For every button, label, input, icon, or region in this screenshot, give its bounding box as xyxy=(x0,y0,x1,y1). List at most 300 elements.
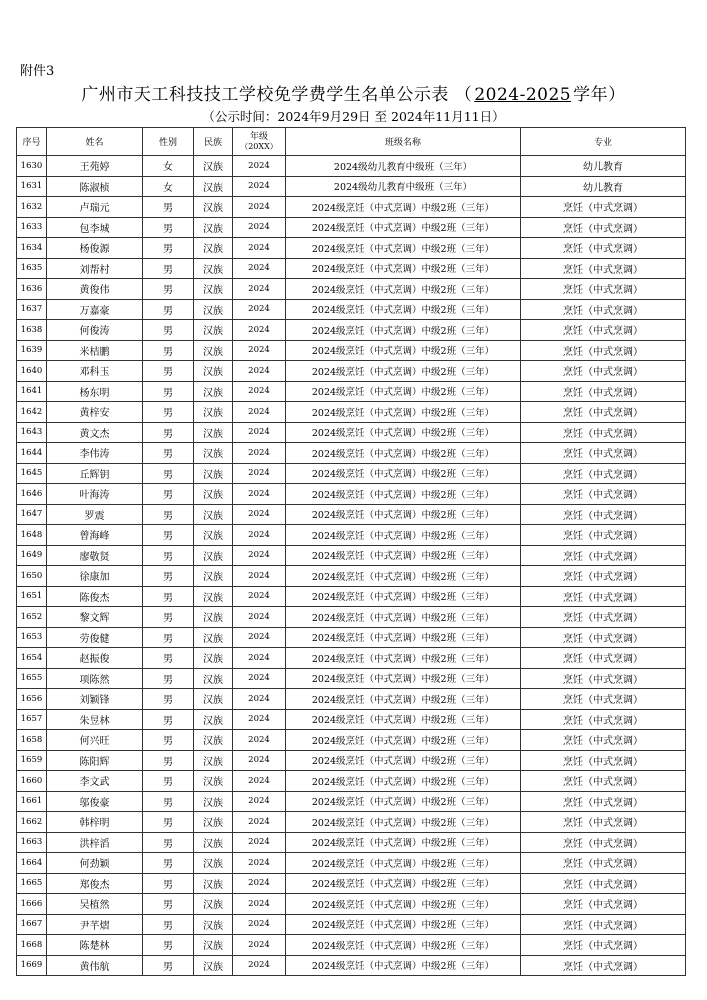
cell-no: 1651 xyxy=(17,586,47,607)
cell-name: 王苑婷 xyxy=(47,156,143,177)
cell-grade: 2024 xyxy=(233,873,286,894)
cell-gender: 男 xyxy=(143,484,194,505)
cell-no: 1643 xyxy=(17,422,47,443)
table-header-row xyxy=(17,128,686,156)
cell-grade: 2024 xyxy=(233,402,286,423)
table-row xyxy=(17,258,686,279)
cell-gender: 男 xyxy=(143,361,194,382)
table-row xyxy=(17,422,686,443)
cell-gender: 男 xyxy=(143,873,194,894)
cell-grade: 2024 xyxy=(233,320,286,341)
table-row xyxy=(17,484,686,505)
cell-gender: 男 xyxy=(143,443,194,464)
cell-gender: 男 xyxy=(143,545,194,566)
cell-gender: 男 xyxy=(143,238,194,259)
cell-ethnicity: 汉族 xyxy=(194,873,233,894)
table-row xyxy=(17,914,686,935)
cell-no: 1656 xyxy=(17,689,47,710)
cell-ethnicity: 汉族 xyxy=(194,894,233,915)
cell-grade: 2024 xyxy=(233,689,286,710)
cell-no: 1652 xyxy=(17,607,47,628)
title-school-year: 2024-2025 xyxy=(474,85,572,105)
cell-major: 烹饪（中式烹调） xyxy=(521,709,686,730)
cell-major: 烹饪（中式烹调） xyxy=(521,586,686,607)
cell-class-name: 2024级烹饪（中式烹调）中级2班（三年） xyxy=(286,238,521,259)
cell-name: 赵振俊 xyxy=(47,648,143,669)
cell-class-name: 2024级烹饪（中式烹调）中级2班（三年） xyxy=(286,730,521,751)
cell-name: 黎文辉 xyxy=(47,607,143,628)
cell-name: 韩梓明 xyxy=(47,812,143,833)
cell-ethnicity: 汉族 xyxy=(194,320,233,341)
table-row xyxy=(17,361,686,382)
cell-no: 1665 xyxy=(17,873,47,894)
cell-grade: 2024 xyxy=(233,750,286,771)
cell-grade: 2024 xyxy=(233,709,286,730)
cell-ethnicity: 汉族 xyxy=(194,545,233,566)
cell-gender: 男 xyxy=(143,668,194,689)
cell-no: 1653 xyxy=(17,627,47,648)
cell-major: 烹饪（中式烹调） xyxy=(521,361,686,382)
cell-major: 烹饪（中式烹调） xyxy=(521,525,686,546)
cell-major: 烹饪（中式烹调） xyxy=(521,812,686,833)
cell-class-name: 2024级烹饪（中式烹调）中级2班（三年） xyxy=(286,853,521,874)
cell-class-name: 2024级烹饪（中式烹调）中级2班（三年） xyxy=(286,463,521,484)
cell-grade: 2024 xyxy=(233,156,286,177)
cell-grade: 2024 xyxy=(233,791,286,812)
cell-gender: 男 xyxy=(143,812,194,833)
cell-ethnicity: 汉族 xyxy=(194,586,233,607)
cell-ethnicity: 汉族 xyxy=(194,791,233,812)
cell-name: 李伟涛 xyxy=(47,443,143,464)
cell-gender: 男 xyxy=(143,279,194,300)
cell-class-name: 2024级烹饪（中式烹调）中级2班（三年） xyxy=(286,279,521,300)
cell-major: 烹饪（中式烹调） xyxy=(521,627,686,648)
table-row xyxy=(17,586,686,607)
cell-no: 1640 xyxy=(17,361,47,382)
cell-grade: 2024 xyxy=(233,894,286,915)
header-class-name: 班级名称 xyxy=(286,128,521,156)
cell-major: 烹饪（中式烹调） xyxy=(521,730,686,751)
cell-gender: 男 xyxy=(143,832,194,853)
cell-major: 烹饪（中式烹调） xyxy=(521,197,686,218)
cell-gender: 男 xyxy=(143,853,194,874)
header-major: 专业 xyxy=(521,128,686,156)
cell-no: 1669 xyxy=(17,955,47,976)
cell-major: 烹饪（中式烹调） xyxy=(521,422,686,443)
cell-name: 朱昱林 xyxy=(47,709,143,730)
cell-major: 烹饪（中式烹调） xyxy=(521,258,686,279)
cell-no: 1667 xyxy=(17,914,47,935)
cell-ethnicity: 汉族 xyxy=(194,217,233,238)
table-row xyxy=(17,320,686,341)
cell-class-name: 2024级烹饪（中式烹调）中级2班（三年） xyxy=(286,340,521,361)
cell-ethnicity: 汉族 xyxy=(194,689,233,710)
header-name: 姓名 xyxy=(47,128,143,156)
table-row xyxy=(17,545,686,566)
cell-gender: 男 xyxy=(143,504,194,525)
cell-name: 廖敬贤 xyxy=(47,545,143,566)
cell-class-name: 2024级烹饪（中式烹调）中级2班（三年） xyxy=(286,299,521,320)
table-row xyxy=(17,689,686,710)
cell-name: 卢瑞元 xyxy=(47,197,143,218)
cell-class-name: 2024级烹饪（中式烹调）中级2班（三年） xyxy=(286,586,521,607)
cell-no: 1657 xyxy=(17,709,47,730)
table-row xyxy=(17,812,686,833)
cell-major: 烹饪（中式烹调） xyxy=(521,873,686,894)
cell-ethnicity: 汉族 xyxy=(194,607,233,628)
cell-ethnicity: 汉族 xyxy=(194,258,233,279)
cell-grade: 2024 xyxy=(233,812,286,833)
cell-class-name: 2024级幼儿教育中级班（三年） xyxy=(286,176,521,197)
cell-no: 1645 xyxy=(17,463,47,484)
table-row xyxy=(17,627,686,648)
cell-ethnicity: 汉族 xyxy=(194,935,233,956)
cell-grade: 2024 xyxy=(233,279,286,300)
title-prefix: 广州市天工科技技工学校免学费学生名单公示表 （ xyxy=(81,85,473,105)
cell-major: 烹饪（中式烹调） xyxy=(521,320,686,341)
cell-name: 罗震 xyxy=(47,504,143,525)
cell-no: 1636 xyxy=(17,279,47,300)
cell-name: 包李城 xyxy=(47,217,143,238)
cell-name: 郑俊杰 xyxy=(47,873,143,894)
cell-no: 1659 xyxy=(17,750,47,771)
cell-grade: 2024 xyxy=(233,197,286,218)
cell-grade: 2024 xyxy=(233,484,286,505)
cell-no: 1646 xyxy=(17,484,47,505)
table-row xyxy=(17,894,686,915)
cell-no: 1668 xyxy=(17,935,47,956)
cell-ethnicity: 汉族 xyxy=(194,299,233,320)
table-row xyxy=(17,791,686,812)
cell-ethnicity: 汉族 xyxy=(194,402,233,423)
cell-class-name: 2024级烹饪（中式烹调）中级2班（三年） xyxy=(286,648,521,669)
cell-ethnicity: 汉族 xyxy=(194,279,233,300)
cell-class-name: 2024级烹饪（中式烹调）中级2班（三年） xyxy=(286,422,521,443)
cell-name: 曾海峰 xyxy=(47,525,143,546)
table-row xyxy=(17,463,686,484)
table-row xyxy=(17,566,686,587)
cell-no: 1647 xyxy=(17,504,47,525)
cell-no: 1635 xyxy=(17,258,47,279)
cell-ethnicity: 汉族 xyxy=(194,566,233,587)
cell-no: 1658 xyxy=(17,730,47,751)
cell-name: 项陈然 xyxy=(47,668,143,689)
cell-grade: 2024 xyxy=(233,504,286,525)
cell-gender: 女 xyxy=(143,156,194,177)
cell-ethnicity: 汉族 xyxy=(194,627,233,648)
cell-gender: 男 xyxy=(143,935,194,956)
cell-class-name: 2024级烹饪（中式烹调）中级2班（三年） xyxy=(286,484,521,505)
cell-gender: 男 xyxy=(143,299,194,320)
cell-ethnicity: 汉族 xyxy=(194,197,233,218)
cell-class-name: 2024级烹饪（中式烹调）中级2班（三年） xyxy=(286,607,521,628)
cell-class-name: 2024级烹饪（中式烹调）中级2班（三年） xyxy=(286,689,521,710)
cell-grade: 2024 xyxy=(233,238,286,259)
cell-ethnicity: 汉族 xyxy=(194,156,233,177)
cell-no: 1661 xyxy=(17,791,47,812)
cell-name: 叶海涛 xyxy=(47,484,143,505)
cell-major: 烹饪（中式烹调） xyxy=(521,217,686,238)
cell-class-name: 2024级烹饪（中式烹调）中级2班（三年） xyxy=(286,504,521,525)
cell-class-name: 2024级烹饪（中式烹调）中级2班（三年） xyxy=(286,627,521,648)
cell-gender: 男 xyxy=(143,771,194,792)
cell-class-name: 2024级烹饪（中式烹调）中级2班（三年） xyxy=(286,320,521,341)
cell-class-name: 2024级烹饪（中式烹调）中级2班（三年） xyxy=(286,812,521,833)
cell-major: 幼儿教育 xyxy=(521,156,686,177)
header-no: 序号 xyxy=(17,128,47,156)
cell-name: 米桔鹏 xyxy=(47,340,143,361)
cell-class-name: 2024级烹饪（中式烹调）中级2班（三年） xyxy=(286,750,521,771)
cell-no: 1648 xyxy=(17,525,47,546)
cell-major: 烹饪（中式烹调） xyxy=(521,689,686,710)
student-list-table xyxy=(16,127,686,976)
cell-class-name: 2024级烹饪（中式烹调）中级2班（三年） xyxy=(286,381,521,402)
cell-gender: 男 xyxy=(143,627,194,648)
cell-gender: 男 xyxy=(143,914,194,935)
table-row xyxy=(17,648,686,669)
cell-grade: 2024 xyxy=(233,832,286,853)
cell-major: 烹饪（中式烹调） xyxy=(521,545,686,566)
cell-class-name: 2024级烹饪（中式烹调）中级2班（三年） xyxy=(286,935,521,956)
cell-no: 1660 xyxy=(17,771,47,792)
header-gender: 性别 xyxy=(143,128,194,156)
cell-major: 烹饪（中式烹调） xyxy=(521,668,686,689)
cell-grade: 2024 xyxy=(233,443,286,464)
cell-no: 1642 xyxy=(17,402,47,423)
cell-no: 1631 xyxy=(17,176,47,197)
cell-major: 烹饪（中式烹调） xyxy=(521,955,686,976)
table-row xyxy=(17,238,686,259)
cell-grade: 2024 xyxy=(233,955,286,976)
cell-grade: 2024 xyxy=(233,340,286,361)
cell-class-name: 2024级烹饪（中式烹调）中级2班（三年） xyxy=(286,894,521,915)
cell-gender: 男 xyxy=(143,709,194,730)
cell-major: 烹饪（中式烹调） xyxy=(521,607,686,628)
cell-no: 1637 xyxy=(17,299,47,320)
cell-class-name: 2024级烹饪（中式烹调）中级2班（三年） xyxy=(286,361,521,382)
cell-gender: 男 xyxy=(143,381,194,402)
cell-gender: 男 xyxy=(143,258,194,279)
cell-no: 1633 xyxy=(17,217,47,238)
cell-grade: 2024 xyxy=(233,566,286,587)
table-row xyxy=(17,176,686,197)
cell-grade: 2024 xyxy=(233,853,286,874)
cell-grade: 2024 xyxy=(233,668,286,689)
cell-ethnicity: 汉族 xyxy=(194,771,233,792)
cell-name: 丘辉钥 xyxy=(47,463,143,484)
table-row xyxy=(17,853,686,874)
cell-gender: 男 xyxy=(143,955,194,976)
cell-name: 尹芊熠 xyxy=(47,914,143,935)
cell-name: 陈阳辉 xyxy=(47,750,143,771)
cell-name: 吴植然 xyxy=(47,894,143,915)
cell-ethnicity: 汉族 xyxy=(194,238,233,259)
cell-gender: 男 xyxy=(143,648,194,669)
cell-name: 杨俊源 xyxy=(47,238,143,259)
cell-class-name: 2024级烹饪（中式烹调）中级2班（三年） xyxy=(286,914,521,935)
cell-no: 1654 xyxy=(17,648,47,669)
cell-ethnicity: 汉族 xyxy=(194,176,233,197)
cell-class-name: 2024级烹饪（中式烹调）中级2班（三年） xyxy=(286,566,521,587)
cell-grade: 2024 xyxy=(233,545,286,566)
cell-class-name: 2024级烹饪（中式烹调）中级2班（三年） xyxy=(286,771,521,792)
table-body xyxy=(17,156,686,976)
cell-ethnicity: 汉族 xyxy=(194,463,233,484)
cell-grade: 2024 xyxy=(233,422,286,443)
cell-name: 陈楚林 xyxy=(47,935,143,956)
cell-grade: 2024 xyxy=(233,217,286,238)
cell-no: 1641 xyxy=(17,381,47,402)
cell-major: 烹饪（中式烹调） xyxy=(521,299,686,320)
cell-name: 何劲颖 xyxy=(47,853,143,874)
table-row xyxy=(17,935,686,956)
table-row xyxy=(17,402,686,423)
cell-major: 烹饪（中式烹调） xyxy=(521,648,686,669)
cell-major: 烹饪（中式烹调） xyxy=(521,340,686,361)
cell-gender: 男 xyxy=(143,320,194,341)
cell-class-name: 2024级烹饪（中式烹调）中级2班（三年） xyxy=(286,402,521,423)
cell-name: 黄梓安 xyxy=(47,402,143,423)
cell-ethnicity: 汉族 xyxy=(194,361,233,382)
cell-ethnicity: 汉族 xyxy=(194,668,233,689)
cell-ethnicity: 汉族 xyxy=(194,525,233,546)
cell-major: 烹饪（中式烹调） xyxy=(521,238,686,259)
cell-no: 1662 xyxy=(17,812,47,833)
cell-major: 烹饪（中式烹调） xyxy=(521,566,686,587)
table-row xyxy=(17,873,686,894)
cell-ethnicity: 汉族 xyxy=(194,812,233,833)
table-row xyxy=(17,771,686,792)
cell-gender: 男 xyxy=(143,422,194,443)
cell-no: 1649 xyxy=(17,545,47,566)
table-row xyxy=(17,750,686,771)
cell-major: 烹饪（中式烹调） xyxy=(521,914,686,935)
table-row xyxy=(17,730,686,751)
cell-name: 杨东明 xyxy=(47,381,143,402)
cell-major: 烹饪（中式烹调） xyxy=(521,894,686,915)
attachment-label: 附件3 xyxy=(20,64,55,79)
cell-grade: 2024 xyxy=(233,771,286,792)
cell-major: 烹饪（中式烹调） xyxy=(521,484,686,505)
cell-class-name: 2024级烹饪（中式烹调）中级2班（三年） xyxy=(286,832,521,853)
cell-name: 刘帮村 xyxy=(47,258,143,279)
cell-gender: 男 xyxy=(143,791,194,812)
cell-major: 烹饪（中式烹调） xyxy=(521,504,686,525)
cell-gender: 男 xyxy=(143,750,194,771)
cell-ethnicity: 汉族 xyxy=(194,504,233,525)
cell-grade: 2024 xyxy=(233,935,286,956)
cell-class-name: 2024级幼儿教育中级班（三年） xyxy=(286,156,521,177)
cell-class-name: 2024级烹饪（中式烹调）中级2班（三年） xyxy=(286,668,521,689)
table-row xyxy=(17,381,686,402)
cell-gender: 男 xyxy=(143,566,194,587)
cell-class-name: 2024级烹饪（中式烹调）中级2班（三年） xyxy=(286,197,521,218)
cell-no: 1639 xyxy=(17,340,47,361)
table-row xyxy=(17,197,686,218)
cell-major: 烹饪（中式烹调） xyxy=(521,853,686,874)
cell-name: 徐康加 xyxy=(47,566,143,587)
cell-grade: 2024 xyxy=(233,463,286,484)
table-row xyxy=(17,504,686,525)
cell-class-name: 2024级烹饪（中式烹调）中级2班（三年） xyxy=(286,873,521,894)
cell-ethnicity: 汉族 xyxy=(194,484,233,505)
cell-ethnicity: 汉族 xyxy=(194,853,233,874)
cell-no: 1663 xyxy=(17,832,47,853)
cell-name: 黄俊伟 xyxy=(47,279,143,300)
cell-gender: 男 xyxy=(143,607,194,628)
cell-name: 邬俊豪 xyxy=(47,791,143,812)
cell-gender: 男 xyxy=(143,402,194,423)
cell-class-name: 2024级烹饪（中式烹调）中级2班（三年） xyxy=(286,258,521,279)
cell-grade: 2024 xyxy=(233,648,286,669)
cell-name: 何兴旺 xyxy=(47,730,143,751)
header-grade xyxy=(233,128,286,156)
table-row xyxy=(17,279,686,300)
cell-class-name: 2024级烹饪（中式烹调）中级2班（三年） xyxy=(286,525,521,546)
cell-ethnicity: 汉族 xyxy=(194,422,233,443)
cell-ethnicity: 汉族 xyxy=(194,914,233,935)
cell-grade: 2024 xyxy=(233,525,286,546)
cell-major: 幼儿教育 xyxy=(521,176,686,197)
cell-gender: 女 xyxy=(143,176,194,197)
cell-name: 劳俊健 xyxy=(47,627,143,648)
table-row xyxy=(17,299,686,320)
cell-gender: 男 xyxy=(143,217,194,238)
cell-class-name: 2024级烹饪（中式烹调）中级2班（三年） xyxy=(286,443,521,464)
cell-name: 黄伟航 xyxy=(47,955,143,976)
cell-no: 1650 xyxy=(17,566,47,587)
cell-gender: 男 xyxy=(143,586,194,607)
cell-ethnicity: 汉族 xyxy=(194,340,233,361)
cell-major: 烹饪（中式烹调） xyxy=(521,381,686,402)
cell-grade: 2024 xyxy=(233,361,286,382)
header-grade-line1: 年级 xyxy=(249,132,268,142)
cell-gender: 男 xyxy=(143,463,194,484)
cell-gender: 男 xyxy=(143,525,194,546)
table-row xyxy=(17,217,686,238)
cell-class-name: 2024级烹饪（中式烹调）中级2班（三年） xyxy=(286,545,521,566)
table-row xyxy=(17,525,686,546)
cell-major: 烹饪（中式烹调） xyxy=(521,463,686,484)
cell-grade: 2024 xyxy=(233,258,286,279)
cell-name: 邓科玉 xyxy=(47,361,143,382)
cell-name: 何俊涛 xyxy=(47,320,143,341)
cell-no: 1666 xyxy=(17,894,47,915)
cell-name: 陈俊杰 xyxy=(47,586,143,607)
page-title xyxy=(0,80,707,105)
table-row xyxy=(17,668,686,689)
table-row xyxy=(17,340,686,361)
cell-grade: 2024 xyxy=(233,381,286,402)
cell-gender: 男 xyxy=(143,689,194,710)
cell-gender: 男 xyxy=(143,730,194,751)
header-ethnicity: 民族 xyxy=(194,128,233,156)
cell-ethnicity: 汉族 xyxy=(194,955,233,976)
cell-gender: 男 xyxy=(143,894,194,915)
cell-name: 李文武 xyxy=(47,771,143,792)
cell-name: 陈淑桢 xyxy=(47,176,143,197)
cell-ethnicity: 汉族 xyxy=(194,648,233,669)
title-suffix: 学年） xyxy=(573,85,626,105)
cell-grade: 2024 xyxy=(233,299,286,320)
cell-ethnicity: 汉族 xyxy=(194,381,233,402)
publicity-period: （公示时间：2024年9月29日 至 2024年11月11日） xyxy=(202,109,505,124)
cell-grade: 2024 xyxy=(233,627,286,648)
cell-major: 烹饪（中式烹调） xyxy=(521,279,686,300)
cell-name: 黄文杰 xyxy=(47,422,143,443)
header-grade-line2: （20XX） xyxy=(240,142,278,151)
cell-no: 1630 xyxy=(17,156,47,177)
